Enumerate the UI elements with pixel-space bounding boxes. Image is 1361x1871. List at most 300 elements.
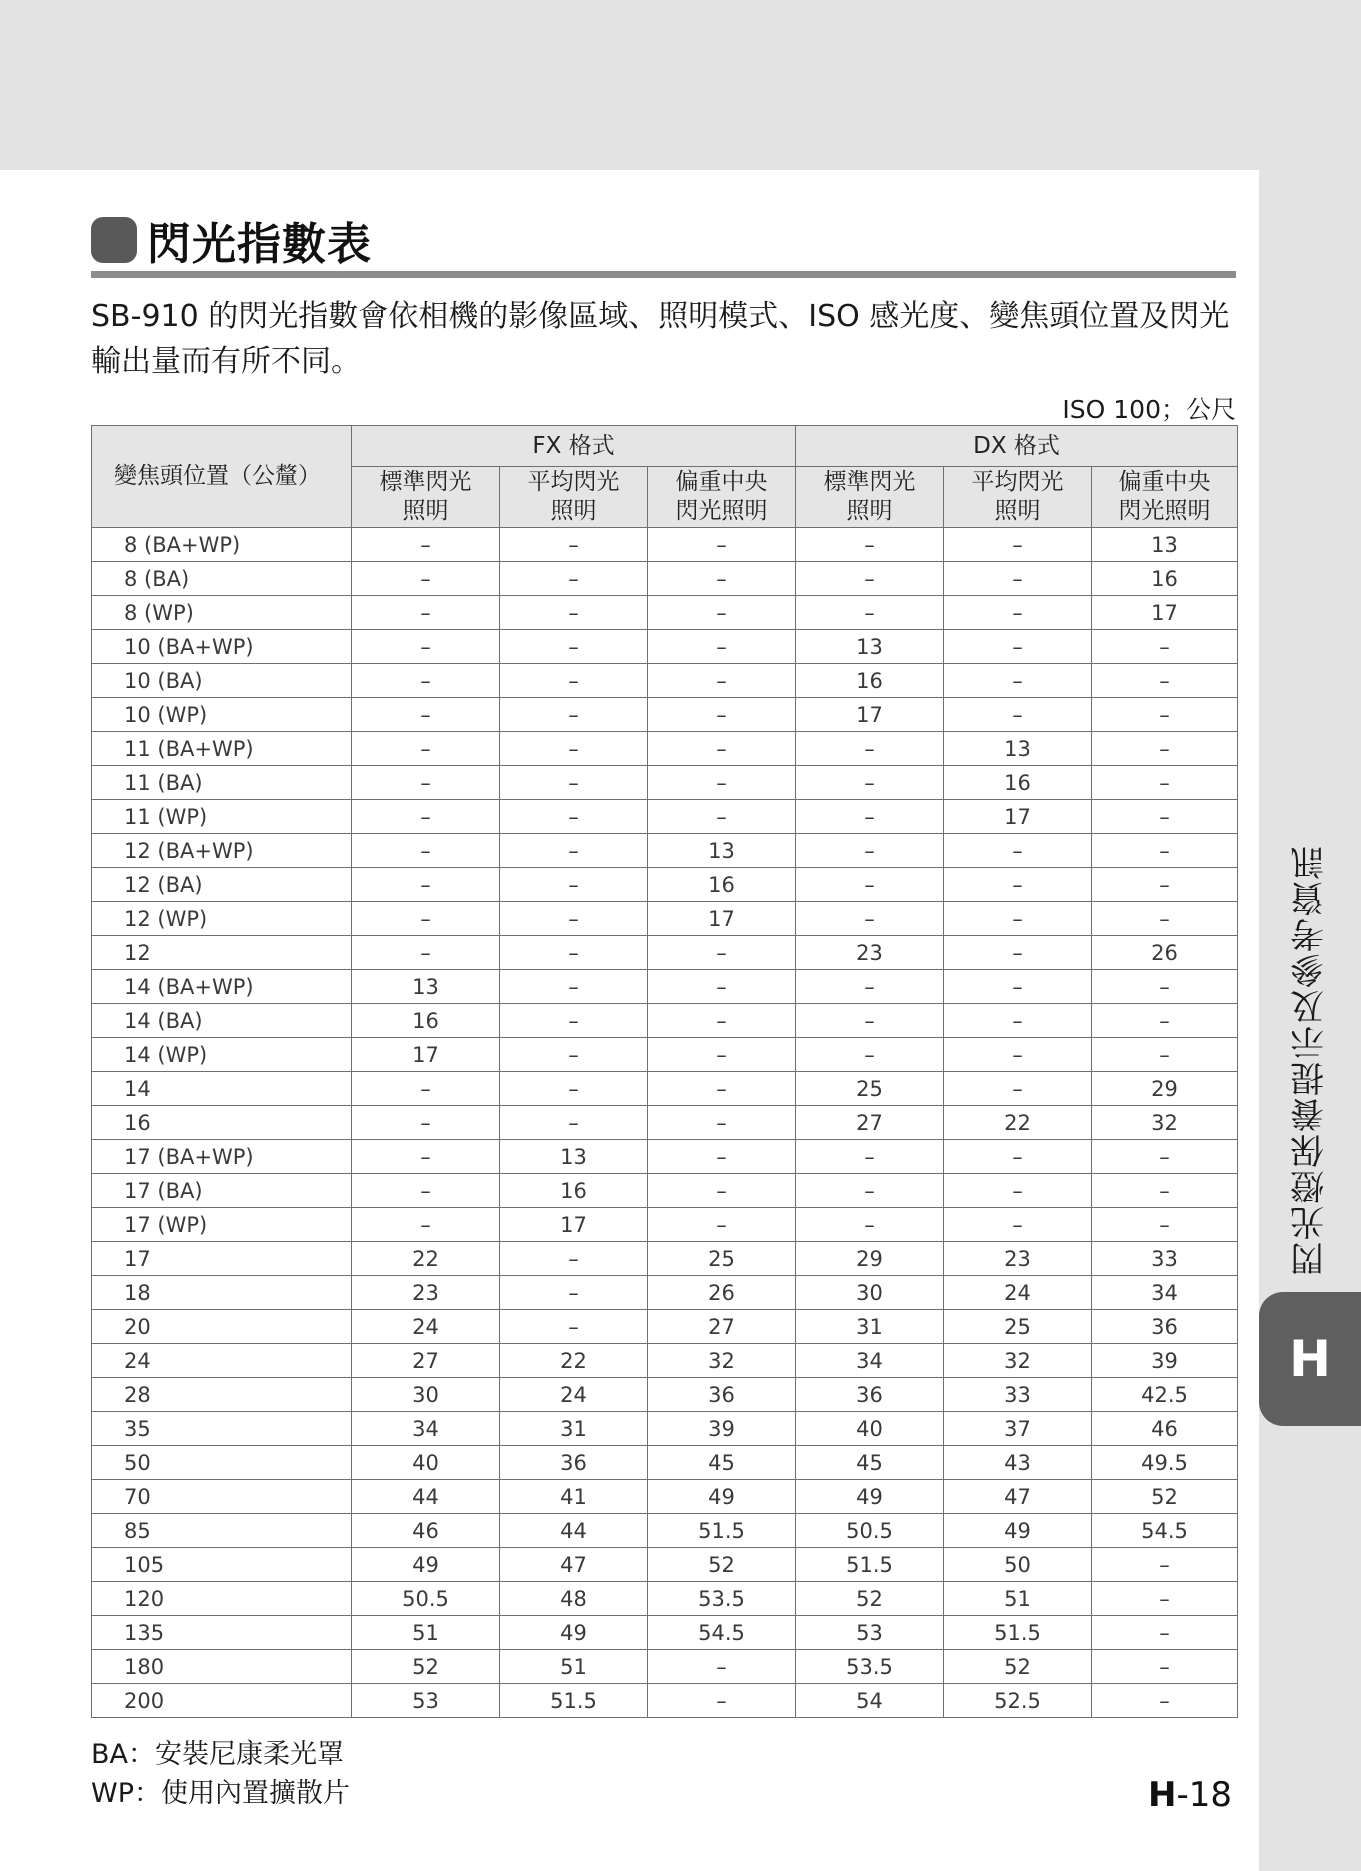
guide-number-cell: – [500,902,648,936]
guide-number-cell: – [352,1072,500,1106]
guide-number-cell: – [1092,1548,1238,1582]
guide-number-cell: 26 [648,1276,796,1310]
guide-number-cell: 24 [352,1310,500,1344]
fx-standard-header: 標準閃光 照明 [352,467,500,528]
dx-even-header: 平均閃光 照明 [944,467,1092,528]
guide-number-cell: – [500,528,648,562]
table-row [92,902,1238,936]
guide-number-cell: – [352,1208,500,1242]
zoom-position-cell: 12 [92,936,352,970]
guide-number-cell: – [944,528,1092,562]
guide-number-cell: – [944,868,1092,902]
guide-number-cell: 23 [944,1242,1092,1276]
guide-number-cell: 49 [500,1616,648,1650]
zoom-position-cell: 11 (BA+WP) [92,732,352,766]
guide-number-cell: 53.5 [796,1650,944,1684]
fx-center-weighted-header: 偏重中央 閃光照明 [648,467,796,528]
guide-number-cell: 51.5 [648,1514,796,1548]
guide-number-cell: – [500,1038,648,1072]
guide-number-cell: – [648,528,796,562]
guide-number-cell: 13 [796,630,944,664]
guide-number-cell: – [796,596,944,630]
table-row [92,1582,1238,1616]
guide-number-cell: 52 [352,1650,500,1684]
zoom-position-cell: 12 (WP) [92,902,352,936]
guide-number-cell: – [944,1208,1092,1242]
guide-number-cell: – [500,1072,648,1106]
guide-number-cell: – [648,664,796,698]
table-row [92,834,1238,868]
guide-number-cell: 27 [648,1310,796,1344]
guide-number-cell: 47 [944,1480,1092,1514]
guide-number-cell: – [352,562,500,596]
zoom-position-cell: 135 [92,1616,352,1650]
zoom-position-cell: 11 (WP) [92,800,352,834]
guide-number-cell: 53.5 [648,1582,796,1616]
guide-number-cell: – [500,1242,648,1276]
table-row [92,1038,1238,1072]
guide-number-cell: – [944,596,1092,630]
guide-number-cell: 17 [648,902,796,936]
zoom-position-cell: 24 [92,1344,352,1378]
guide-number-cell: 16 [500,1174,648,1208]
guide-number-cell: 45 [648,1446,796,1480]
guide-number-cell: – [500,596,648,630]
guide-number-cell: – [648,1038,796,1072]
guide-number-cell: 54.5 [1092,1514,1238,1548]
guide-number-cell: 13 [500,1140,648,1174]
guide-number-cell: – [944,1038,1092,1072]
table-row [92,1310,1238,1344]
guide-number-cell: – [796,902,944,936]
zoom-position-cell: 8 (BA) [92,562,352,596]
guide-number-cell: – [796,732,944,766]
footnote-ba: BA：安裝尼康柔光罩 [91,1739,344,1770]
dx-standard-header: 標準閃光 照明 [796,467,944,528]
guide-number-cell: – [796,1208,944,1242]
guide-number-cell: 24 [944,1276,1092,1310]
table-row [92,1344,1238,1378]
guide-number-cell: 32 [944,1344,1092,1378]
guide-number-cell: – [944,1174,1092,1208]
guide-number-cell: 51 [944,1582,1092,1616]
zoom-position-header: 變焦頭位置（公釐） [92,426,352,528]
guide-number-cell: – [1092,664,1238,698]
zoom-position-cell: 105 [92,1548,352,1582]
guide-number-cell: 51.5 [500,1684,648,1718]
guide-number-cell: – [944,664,1092,698]
guide-number-cell: – [648,1106,796,1140]
table-row [92,528,1238,562]
guide-number-cell: – [648,970,796,1004]
guide-number-cell: – [944,970,1092,1004]
title-bullet-icon [91,217,137,263]
guide-number-cell: – [1092,1174,1238,1208]
table-row [92,1106,1238,1140]
fx-even-header: 平均閃光 照明 [500,467,648,528]
guide-number-cell: – [796,970,944,1004]
guide-number-cell: 48 [500,1582,648,1616]
table-row [92,732,1238,766]
guide-number-cell: 23 [352,1276,500,1310]
guide-number-cell: – [944,936,1092,970]
guide-number-cell: – [648,630,796,664]
guide-number-cell: 51 [500,1650,648,1684]
guide-number-cell: – [648,1140,796,1174]
guide-number-cell: 49 [796,1480,944,1514]
table-row [92,1276,1238,1310]
guide-number-cell: – [648,1004,796,1038]
chapter-side-title: 閃光燈保養提示及參考資訊 [1290,844,1331,1276]
guide-number-cell: – [1092,1616,1238,1650]
guide-number-cell: 49.5 [1092,1446,1238,1480]
zoom-position-cell: 50 [92,1446,352,1480]
guide-number-cell: – [1092,1650,1238,1684]
table-row [92,562,1238,596]
guide-number-cell: – [500,732,648,766]
guide-number-cell: 16 [352,1004,500,1038]
fx-format-header: FX 格式 [352,426,796,467]
table-row [92,1514,1238,1548]
guide-number-cell: – [1092,868,1238,902]
table-row [92,1242,1238,1276]
guide-number-cell: – [352,630,500,664]
table-row [92,1174,1238,1208]
guide-number-cell: 17 [1092,596,1238,630]
guide-number-cell: – [648,698,796,732]
guide-number-cell: – [648,1650,796,1684]
guide-number-cell: 51 [352,1616,500,1650]
guide-number-cell: 34 [796,1344,944,1378]
guide-number-cell: 36 [1092,1310,1238,1344]
guide-number-cell: 50 [944,1548,1092,1582]
guide-number-cell: – [500,1106,648,1140]
zoom-position-cell: 11 (BA) [92,766,352,800]
guide-number-cell: 32 [648,1344,796,1378]
guide-number-cell: – [352,528,500,562]
guide-number-cell: – [648,732,796,766]
guide-number-cell: 29 [1092,1072,1238,1106]
guide-number-cell: – [944,902,1092,936]
guide-number-cell: – [648,1684,796,1718]
guide-number-cell: 52.5 [944,1684,1092,1718]
guide-number-cell: – [352,1174,500,1208]
chapter-tab: H [1259,1292,1361,1426]
guide-number-cell: – [1092,1684,1238,1718]
guide-number-cell: 40 [352,1446,500,1480]
guide-number-cell: – [1092,834,1238,868]
guide-number-cell: – [352,1106,500,1140]
guide-number-cell: 52 [944,1650,1092,1684]
guide-number-cell: 36 [796,1378,944,1412]
guide-number-cell: 31 [500,1412,648,1446]
guide-number-cell: 44 [500,1514,648,1548]
guide-number-cell: 36 [500,1446,648,1480]
guide-number-cell: 51.5 [796,1548,944,1582]
guide-number-cell: 52 [1092,1480,1238,1514]
table-row [92,1072,1238,1106]
guide-number-cell: – [648,800,796,834]
page-number-value: 18 [1188,1775,1233,1815]
guide-number-cell: 53 [352,1684,500,1718]
table-row [92,1616,1238,1650]
table-row [92,936,1238,970]
intro-paragraph: SB-910 的閃光指數會依相機的影像區域、照明模式、ISO 感光度、變焦頭位置及閃光輸出量而有所不同。 [91,299,1230,379]
footnote-wp: WP：使用內置擴散片 [91,1778,350,1809]
table-row [92,1412,1238,1446]
table-row [92,1684,1238,1718]
guide-number-cell: – [352,732,500,766]
guide-number-cell: 53 [796,1616,944,1650]
guide-number-cell: 16 [944,766,1092,800]
table-row [92,664,1238,698]
title-rule [91,271,1236,278]
guide-number-cell: 47 [500,1548,648,1582]
guide-number-cell: 13 [648,834,796,868]
table-row [92,1378,1238,1412]
title-text: 閃光指數表 [147,219,372,270]
guide-number-cell: 22 [500,1344,648,1378]
guide-number-cell: 22 [944,1106,1092,1140]
guide-number-cell: 25 [944,1310,1092,1344]
zoom-position-cell: 17 (BA+WP) [92,1140,352,1174]
guide-number-cell: – [944,1004,1092,1038]
guide-number-cell: – [796,766,944,800]
guide-number-cell: 40 [796,1412,944,1446]
table-row [92,698,1238,732]
guide-number-cell: – [500,1276,648,1310]
guide-number-cell: 52 [796,1582,944,1616]
guide-number-cell: – [648,1208,796,1242]
zoom-position-cell: 12 (BA+WP) [92,834,352,868]
zoom-position-cell: 10 (BA+WP) [92,630,352,664]
guide-number-cell: – [796,562,944,596]
guide-number-cell: – [1092,970,1238,1004]
table-row [92,970,1238,1004]
zoom-position-cell: 18 [92,1276,352,1310]
guide-number-cell: 42.5 [1092,1378,1238,1412]
guide-number-cell: – [648,1174,796,1208]
table-row [92,766,1238,800]
guide-number-cell: – [352,834,500,868]
zoom-position-cell: 10 (BA) [92,664,352,698]
zoom-position-cell: 28 [92,1378,352,1412]
guide-number-cell: – [796,1140,944,1174]
guide-number-cell: 24 [500,1378,648,1412]
guide-number-cell: – [944,698,1092,732]
guide-number-cell: – [796,1174,944,1208]
guide-number-cell: – [352,698,500,732]
guide-number-cell: – [352,766,500,800]
zoom-position-cell: 14 (BA+WP) [92,970,352,1004]
guide-number-cell: – [648,596,796,630]
guide-number-cell: 30 [352,1378,500,1412]
guide-number-cell: – [500,1004,648,1038]
guide-number-cell: – [796,528,944,562]
guide-number-cell: – [352,596,500,630]
guide-number-cell: – [796,834,944,868]
guide-number-cell: – [1092,1140,1238,1174]
guide-number-cell: – [500,664,648,698]
guide-number-cell: 26 [1092,936,1238,970]
page-number [1148,1775,1232,1815]
guide-number-cell: 49 [648,1480,796,1514]
guide-number-table [91,425,1238,1718]
guide-number-cell: 39 [1092,1344,1238,1378]
guide-number-cell: 17 [944,800,1092,834]
guide-number-cell: 49 [944,1514,1092,1548]
guide-number-cell: – [352,1140,500,1174]
table-row [92,800,1238,834]
guide-number-cell: – [352,868,500,902]
guide-number-cell: 36 [648,1378,796,1412]
guide-number-cell: – [944,1072,1092,1106]
guide-number-cell: – [352,664,500,698]
guide-number-cell: – [1092,902,1238,936]
guide-number-cell: 13 [1092,528,1238,562]
zoom-position-cell: 20 [92,1310,352,1344]
guide-number-cell: – [796,1038,944,1072]
guide-number-cell: – [352,936,500,970]
guide-number-cell: 27 [352,1344,500,1378]
guide-number-cell: – [1092,1038,1238,1072]
guide-number-cell: – [500,562,648,596]
guide-number-cell: 33 [944,1378,1092,1412]
guide-number-cell: 37 [944,1412,1092,1446]
dx-center-weighted-header: 偏重中央 閃光照明 [1092,467,1238,528]
guide-number-cell: – [796,800,944,834]
zoom-position-cell: 70 [92,1480,352,1514]
unit-label: ISO 100；公尺 [1062,395,1236,424]
guide-number-cell: 34 [1092,1276,1238,1310]
zoom-position-cell: 8 (WP) [92,596,352,630]
guide-number-cell: – [500,970,648,1004]
table-row [92,1140,1238,1174]
guide-number-cell: – [500,630,648,664]
table-row [92,1208,1238,1242]
guide-number-cell: 49 [352,1548,500,1582]
guide-number-cell: – [648,936,796,970]
guide-number-cell: 13 [944,732,1092,766]
guide-number-cell: – [796,1004,944,1038]
guide-number-cell: 41 [500,1480,648,1514]
zoom-position-cell: 180 [92,1650,352,1684]
guide-number-cell: 50.5 [352,1582,500,1616]
zoom-position-cell: 8 (BA+WP) [92,528,352,562]
guide-number-cell: – [500,1310,648,1344]
guide-number-cell: – [944,630,1092,664]
guide-number-cell: 32 [1092,1106,1238,1140]
guide-number-cell: 13 [352,970,500,1004]
guide-number-cell: – [352,800,500,834]
table-row [92,630,1238,664]
guide-number-cell: – [1092,766,1238,800]
guide-number-cell: 29 [796,1242,944,1276]
guide-number-cell: 22 [352,1242,500,1276]
guide-number-cell: 25 [796,1072,944,1106]
zoom-position-cell: 17 [92,1242,352,1276]
guide-number-cell: – [500,834,648,868]
guide-number-cell: 39 [648,1412,796,1446]
table-row [92,1650,1238,1684]
table-row [92,596,1238,630]
guide-number-cell: 25 [648,1242,796,1276]
guide-number-cell: – [1092,698,1238,732]
header-band [0,0,1361,170]
zoom-position-cell: 85 [92,1514,352,1548]
guide-number-cell: 16 [648,868,796,902]
section-title [91,210,372,270]
table-row [92,1548,1238,1582]
guide-number-cell: 51.5 [944,1616,1092,1650]
footnotes [91,1735,350,1813]
zoom-position-cell: 35 [92,1412,352,1446]
zoom-position-cell: 200 [92,1684,352,1718]
guide-number-cell: 27 [796,1106,944,1140]
zoom-position-cell: 14 (WP) [92,1038,352,1072]
page-number-separator: - [1176,1775,1189,1815]
zoom-position-cell: 120 [92,1582,352,1616]
guide-number-cell: 44 [352,1480,500,1514]
guide-number-cell: – [1092,630,1238,664]
zoom-position-cell: 17 (WP) [92,1208,352,1242]
guide-number-cell: 23 [796,936,944,970]
zoom-position-cell: 10 (WP) [92,698,352,732]
guide-number-cell: 50.5 [796,1514,944,1548]
guide-number-cell: – [500,936,648,970]
guide-number-cell: – [500,800,648,834]
guide-number-cell: – [1092,732,1238,766]
guide-number-cell: – [648,766,796,800]
guide-number-cell: – [944,1140,1092,1174]
guide-number-cell: – [500,766,648,800]
guide-number-cell: – [648,562,796,596]
guide-number-cell: – [1092,1004,1238,1038]
guide-number-cell: 45 [796,1446,944,1480]
zoom-position-cell: 12 (BA) [92,868,352,902]
guide-number-cell: 46 [1092,1412,1238,1446]
guide-number-cell: – [1092,1208,1238,1242]
dx-format-header: DX 格式 [796,426,1238,467]
guide-number-cell: – [1092,1582,1238,1616]
zoom-position-cell: 17 (BA) [92,1174,352,1208]
guide-number-cell: 17 [796,698,944,732]
zoom-position-cell: 16 [92,1106,352,1140]
guide-number-cell: – [944,834,1092,868]
guide-number-cell: 30 [796,1276,944,1310]
table-row [92,868,1238,902]
guide-number-cell: 16 [1092,562,1238,596]
guide-number-cell: 17 [352,1038,500,1072]
guide-number-cell: – [352,902,500,936]
guide-number-cell: – [796,868,944,902]
guide-number-cell: 16 [796,664,944,698]
guide-number-cell: – [1092,800,1238,834]
guide-number-cell: 31 [796,1310,944,1344]
table-row [92,1480,1238,1514]
guide-number-cell: – [500,868,648,902]
table-row [92,1446,1238,1480]
guide-number-cell: 54.5 [648,1616,796,1650]
guide-number-cell: 34 [352,1412,500,1446]
zoom-position-cell: 14 [92,1072,352,1106]
guide-number-cell: 17 [500,1208,648,1242]
page-number-letter: H [1148,1775,1177,1815]
guide-number-cell: 52 [648,1548,796,1582]
table-row [92,1004,1238,1038]
guide-number-rows [92,528,1238,1718]
guide-number-cell: 54 [796,1684,944,1718]
